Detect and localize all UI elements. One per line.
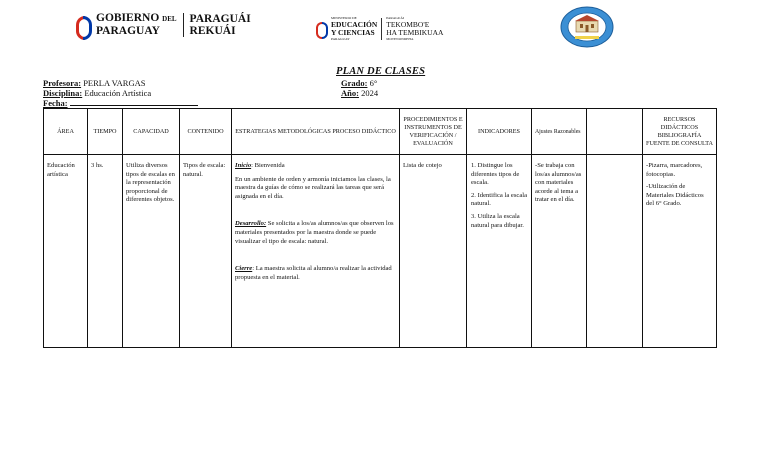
mec-logo (316, 16, 443, 42)
profesora-label: Profesora: (43, 78, 82, 88)
desarrollo-text: Se solicita a los/as alumnos/as que observen los materiales presentados por la maestra donde se puede visualizar el tipo de escala: natural. (235, 220, 394, 245)
mec-gn-main1: TEKOMBO'E (386, 20, 430, 29)
header-recursos: RECURSOS DIDÁCTICOS BIBLIOGRAFÍA FUENTE DE CONSULTA (643, 109, 717, 155)
desarrollo-label: Desarrollo: (235, 220, 267, 228)
mec-main1: EDUCACIÓN (331, 20, 378, 29)
cell-capacidad: Utiliza diversos tipos de escalas en la representación proporcional de diferentes objetos. (123, 155, 180, 348)
cell-extra (587, 155, 643, 348)
cell-procedimientos: Lista de cotejo (400, 155, 467, 348)
fecha-blank-line (70, 98, 198, 106)
header-capacidad: CAPACIDAD (123, 109, 180, 155)
mec-small-bottom: PARAGUAY (331, 37, 350, 41)
logo-divider (183, 13, 184, 37)
header-area: ÁREA (44, 109, 88, 155)
cell-contenido: Tipos de escala: natural. (180, 155, 232, 348)
profesora-value: PERLA VARGAS (83, 78, 146, 88)
header-ajustes: Ajustes Razonables (532, 109, 587, 155)
logo-divider (381, 18, 382, 40)
info-left (43, 78, 198, 108)
cell-indicadores (467, 155, 532, 348)
anio-label: Año: (341, 88, 359, 98)
school-seal-icon (560, 6, 614, 48)
header-empty (587, 109, 643, 155)
plan-table (43, 108, 717, 348)
fecha-label: Fecha: (43, 98, 68, 108)
indicador-item: 3. Utiliza la escala natural para dibujar. (471, 212, 524, 229)
indicador-item: 1. Distingue los diferentes tipos de escala. (471, 162, 520, 187)
inicio-text: : Bienvenida (251, 162, 285, 169)
mec-flag-icon (316, 20, 328, 38)
header-indicadores: INDICADORES (467, 109, 532, 155)
mec-gn-small-top: PARAGUÁI (386, 16, 405, 20)
cell-recursos (643, 155, 717, 348)
grado-label: Grado: (341, 78, 368, 88)
header-procedimientos: PROCEDIMIENTOS E INSTRUMENTOS DE VERIFICACIÓN / EVALUACIÓN (400, 109, 467, 155)
mec-gn-main2: HA TEMBIKUAA (386, 28, 444, 37)
page-title: PLAN DE CLASES (336, 66, 426, 77)
gov-line2: PARAGUAY (96, 25, 160, 37)
cell-tiempo: 3 hs. (88, 155, 123, 348)
recurso-item: -Utilización de Materiales Didácticos del 6° Grado. (646, 183, 704, 208)
table-row (44, 155, 717, 348)
gobierno-paraguay-logo (76, 12, 251, 37)
inicio-paragraph: En un ambiente de orden y armonía iniciamos las clases, la maestra da guías de cómo se realizará las tareas que será asignada en el día. (235, 175, 391, 200)
header-estrategias: ESTRATEGIAS METODOLÓGICAS PROCESO DIDÁCTICO (232, 109, 400, 155)
header-tiempo: TIEMPO (88, 109, 123, 155)
anio-value: 2024 (361, 88, 379, 98)
mec-small-top: MINISTERIO DE (331, 16, 357, 20)
disciplina-label: Disciplina: (43, 88, 83, 98)
cell-ajustes: -Se trabaja con los/as alumnos/as con materiales acorde al tema a tratar en el día. (532, 155, 587, 348)
info-right (341, 78, 378, 98)
cierre-label: Cierre (235, 265, 253, 273)
cell-estrategias (232, 155, 400, 348)
mec-gn-small-bottom: MOTENONDEHA (386, 37, 414, 41)
recurso-item: -Pizarra, marcadores, fotocopias. (646, 162, 703, 178)
gov-right2: REKUÁI (189, 24, 236, 37)
cierre-text: : La maestra solicita al alumno/a realizar la actividad propuesta en el material. (235, 265, 392, 281)
gov-right1: PARAGUÁI (189, 12, 251, 25)
paraguay-flag-icon (76, 13, 92, 37)
header-contenido: CONTENIDO (180, 109, 232, 155)
indicador-item: 2. Identifica la escala natural. (471, 191, 528, 208)
gov-line1: GOBIERNO (96, 12, 160, 24)
table-header-row (44, 109, 717, 155)
gov-line1-small: DEL (162, 15, 177, 23)
mec-main2: Y CIENCIAS (331, 28, 375, 37)
grado-value: 6° (369, 78, 378, 88)
inicio-label: Inicio (235, 162, 252, 169)
cell-area: Educación artística (44, 155, 88, 348)
disciplina-value: Educación Artística (84, 88, 152, 98)
